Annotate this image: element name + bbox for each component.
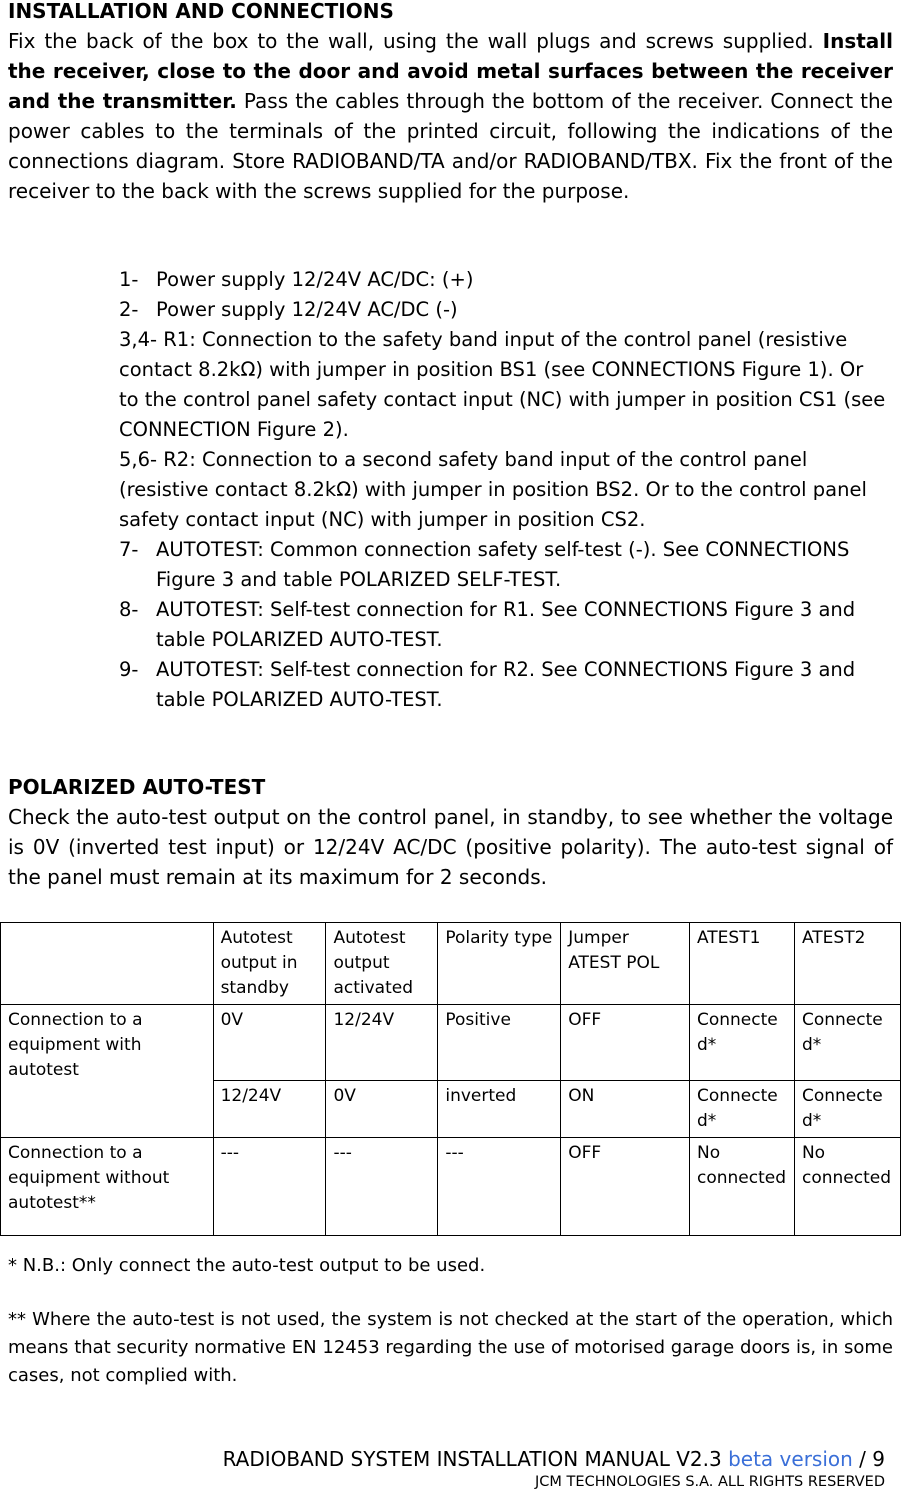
footer-manual: RADIOBAND SYSTEM INSTALLATION MANUAL V2.3	[222, 1447, 729, 1471]
item-number: 9-	[119, 658, 139, 681]
header-cell	[1, 923, 214, 1005]
table-cell: 0V	[326, 1081, 438, 1138]
table-cell: Connected*	[689, 1005, 794, 1081]
group-label-cell: Connection to a equipment with autotest	[1, 1005, 214, 1138]
header-cell: ATEST1	[689, 923, 794, 1005]
list-item	[119, 535, 889, 595]
connections-list	[119, 265, 889, 715]
table-cell: Connected*	[689, 1081, 794, 1138]
table-cell: Positive	[438, 1005, 561, 1081]
table-cell: OFF	[561, 1138, 690, 1236]
table-row	[1, 1005, 901, 1081]
table-cell: ---	[326, 1138, 438, 1236]
footer-rights: JCM TECHNOLOGIES S.A. ALL RIGHTS RESERVED	[535, 1474, 885, 1490]
table-cell: ON	[561, 1081, 690, 1138]
item-number: 1-	[119, 268, 139, 291]
installation-text-2: Pass the cables through the bottom of the receiver. Connect the power cables to the terminals of the printed circuit, following the indications of the connections diagram. Store RADIOBAND/TA and/or RADIOBAND/TBX. Fix the front of the receiver to the back with the screws supplied for the purpose.	[8, 89, 893, 203]
list-item	[119, 445, 889, 535]
note-2: ** Where the auto-test is not used, the system is not checked at the start of the operation, which means that security normative EN 12453 regarding the use of motorised garage doors is, in some cases, not complied with.	[8, 1309, 893, 1386]
table-cell: ---	[213, 1138, 326, 1236]
item-text: AUTOTEST: Common connection safety self-test (-). See CONNECTIONS Figure 3 and table POLARIZED SELF-TEST.	[156, 538, 850, 591]
installation-paragraph	[8, 26, 893, 206]
table-cell: No connected	[689, 1138, 794, 1236]
installation-text-bold: Install the receiver, close to the door and avoid metal surfaces between the receiver and the transmitter.	[8, 29, 893, 113]
header-cell: Autotest output activated	[326, 923, 438, 1005]
item-number: 2-	[119, 298, 139, 321]
header-cell: Autotest output in standby	[213, 923, 326, 1005]
item-text: AUTOTEST: Self-test connection for R1. See CONNECTIONS Figure 3 and table POLARIZED AUTO-TEST.	[156, 598, 856, 651]
list-item	[119, 595, 889, 655]
table-cell: 12/24V	[213, 1081, 326, 1138]
table-cell: Connected*	[794, 1005, 900, 1081]
autotest-table	[0, 922, 901, 1236]
table-cell: 12/24V	[326, 1005, 438, 1081]
installation-text-1: Fix the back of the box to the wall, using the wall plugs and screws supplied.	[8, 29, 823, 53]
list-item	[119, 295, 889, 325]
list-item	[119, 325, 889, 445]
item-text: Power supply 12/24V AC/DC: (+)	[156, 268, 474, 291]
note-1: * N.B.: Only connect the auto-test output to be used.	[8, 1255, 486, 1276]
installation-section	[8, 0, 893, 206]
table-cell: 0V	[213, 1005, 326, 1081]
table-header-row	[1, 923, 901, 1005]
item-text: Power supply 12/24V AC/DC (-)	[156, 298, 458, 321]
table-cell: OFF	[561, 1005, 690, 1081]
item-text: 3,4- R1: Connection to the safety band input of the control panel (resistive contact 8.2kΩ) with jumper in position BS1 (see CONNECTIONS Figure 1). Or to the control panel safety contact input (NC) with jumper in position CS1 (see CONNECTION Figure 2).	[119, 328, 886, 441]
item-text: AUTOTEST: Self-test connection for R2. See CONNECTIONS Figure 3 and table POLARIZED AUTO-TEST.	[156, 658, 856, 711]
item-number: 7-	[119, 538, 139, 561]
list-item	[119, 265, 889, 295]
table-cell: ---	[438, 1138, 561, 1236]
polarized-heading: POLARIZED AUTO-TEST	[8, 775, 266, 799]
header-cell: Polarity type	[438, 923, 561, 1005]
header-cell: ATEST2	[794, 923, 900, 1005]
footer-page-number: / 9	[852, 1447, 885, 1471]
header-cell: Jumper ATEST POL	[561, 923, 690, 1005]
installation-heading: INSTALLATION AND CONNECTIONS	[8, 0, 394, 23]
list-item	[119, 655, 889, 715]
footer-beta: beta version	[728, 1447, 853, 1471]
item-number: 8-	[119, 598, 139, 621]
polarized-section	[8, 772, 893, 892]
item-text: 5,6- R2: Connection to a second safety band input of the control panel (resistive contact 8.2kΩ) with jumper in position BS2. Or to the control panel safety contact input (NC) with jumper in position CS2.	[119, 448, 867, 531]
table-cell: Connected*	[794, 1081, 900, 1138]
table-row	[1, 1138, 901, 1236]
footer-manual-line	[223, 1445, 885, 1473]
table-cell: inverted	[438, 1081, 561, 1138]
group-label-cell: Connection to a equipment without autotest**	[1, 1138, 214, 1236]
polarized-paragraph: Check the auto-test output on the control panel, in standby, to see whether the voltage is 0V (inverted test input) or 12/24V AC/DC (positive polarity). The auto-test signal of the panel must remain at its maximum for 2 seconds.	[8, 805, 893, 889]
table-cell: No connected	[794, 1138, 900, 1236]
